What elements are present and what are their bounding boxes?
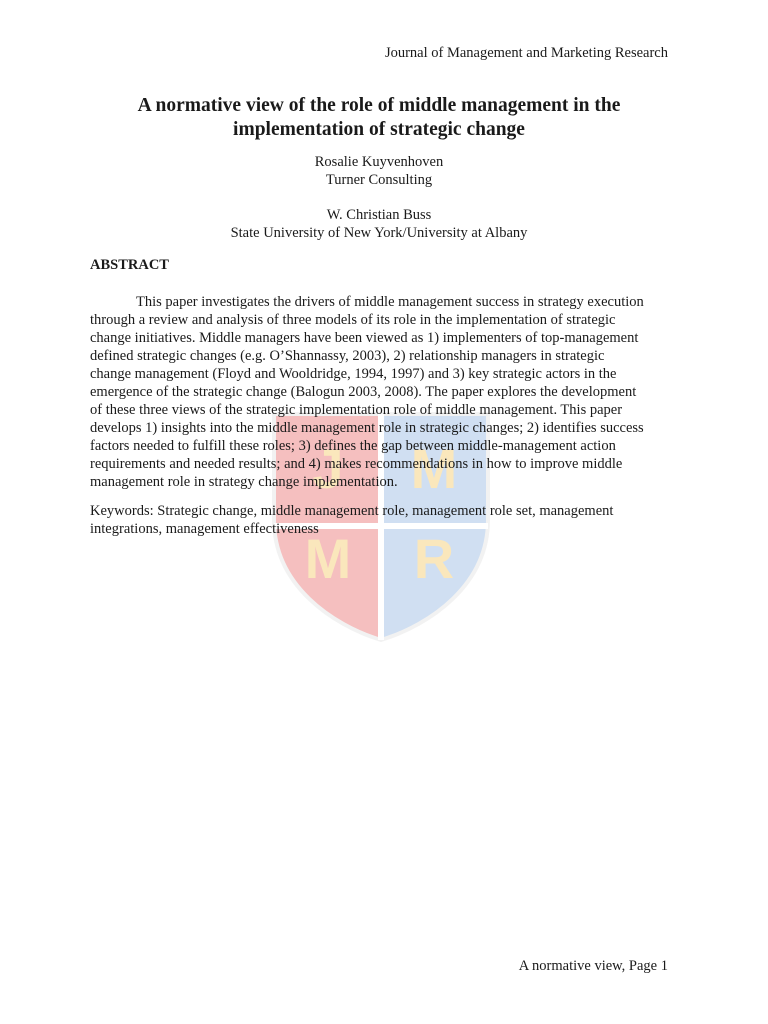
- author-block: [90, 153, 668, 242]
- keywords-line: integrations, management effectiveness: [90, 521, 319, 537]
- abstract-line: defined strategic changes (e.g. O’Shannassy, 2003), 2) relationship managers in strategic: [90, 348, 605, 364]
- abstract-line: factors needed to fulfill these roles; 3) defines the gap between middle-management action: [90, 438, 616, 454]
- keywords: [90, 502, 672, 538]
- author-affiliation: State University of New York/University at Albany: [230, 225, 528, 241]
- watermark-letter-m2: M: [304, 527, 352, 590]
- abstract-line: change management (Floyd and Wooldridge, 1994, 1997) and 3) key strategic actors in the: [90, 366, 617, 382]
- author-affiliation: Turner Consulting: [325, 172, 433, 188]
- author-name: Rosalie Kuyvenhoven: [314, 154, 444, 170]
- journal-header: Journal of Management and Marketing Research: [384, 45, 668, 61]
- title-line: implementation of strategic change: [233, 119, 525, 140]
- abstract-heading: ABSTRACT: [90, 257, 169, 273]
- abstract-body: [90, 293, 672, 491]
- abstract-line: emergence of the strategic change (Balogun 2003, 2008). The paper explores the development: [90, 384, 637, 400]
- abstract-line: requirements and needed results; and 4) makes recommendations in how to improve middle: [90, 456, 623, 472]
- abstract-line: This paper investigates the drivers of middle management success in strategy execution: [136, 294, 644, 310]
- abstract-line: change initiatives. Middle managers have been viewed as 1) implementers of top-management: [90, 330, 639, 346]
- abstract-line: management role in strategy change implementation.: [90, 474, 398, 490]
- abstract-line: of these three views of the strategic implementation role of middle management. This paper: [90, 402, 623, 418]
- watermark-letter-j: J: [312, 437, 344, 500]
- title-line: A normative view of the role of middle management in the: [137, 95, 621, 116]
- abstract-line: through a review and analysis of three models of its role in the implementation of strategic: [90, 312, 616, 328]
- author-name: W. Christian Buss: [326, 207, 432, 223]
- abstract-line: develops 1) insights into the middle management role in strategic changes; 2) identifies success: [90, 420, 644, 436]
- paper-title: [90, 94, 668, 142]
- watermark-letter-m1: M: [410, 437, 458, 500]
- page-footer: A normative view, Page 1: [518, 958, 668, 974]
- watermark-letter-r: R: [413, 527, 455, 590]
- keywords-line: Keywords: Strategic change, middle management role, management role set, management: [90, 503, 614, 519]
